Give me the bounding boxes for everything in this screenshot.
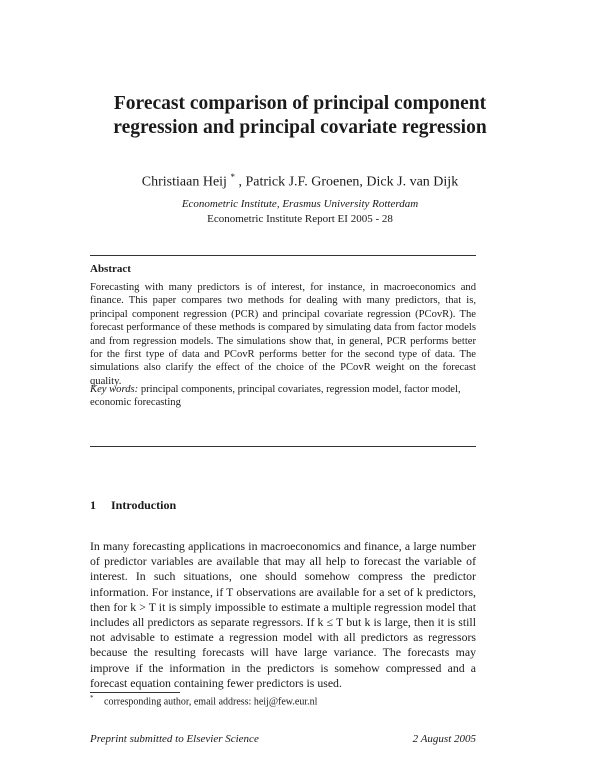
section-number: 1 xyxy=(90,498,96,512)
footer-date: 2 August 2005 xyxy=(412,733,476,745)
abstract-top-rule xyxy=(90,255,476,256)
affiliation: Econometric Institute, Erasmus University Rotterdam xyxy=(181,198,419,210)
footnote-mark: * xyxy=(230,172,235,182)
corresponding-author: Christiaan Heij xyxy=(141,174,227,190)
footnote-text: corresponding author, email address: heij@few.eur.nl xyxy=(104,696,318,708)
section-heading-introduction xyxy=(90,498,176,513)
section-title: Introduction xyxy=(111,498,177,512)
keywords-text: principal components, principal covariates, regression model, factor model, economic forecasting xyxy=(90,384,461,409)
footer-preprint-note: Preprint submitted to Elsevier Science xyxy=(90,733,259,745)
footnote-marker: * xyxy=(90,694,94,702)
abstract-bottom-rule xyxy=(90,446,476,447)
abstract-text: Forecasting with many predictors is of interest, for instance, in macroeconomics and finance. This paper compares two methods for dealing with many predictors, that is, principal component regression (PCR) and principal covariate regression (PCovR). The forecast performance of these methods is compared by simulating data from factor models and from regression models. The simulations show that, in general, PCR performs better for the first type of data and PCovR performs better for the second type of data. The simulations also clarify the effect of the choice of the PCovR weight on the forecast quality. xyxy=(90,282,476,387)
title-line-1: Forecast comparison of principal component xyxy=(113,93,487,114)
introduction-paragraph: In many forecasting applications in macroeconomics and finance, a large number of predictor variables are available that may all help to forecast the variable of interest. In such situations, one should somehow compress the predictor information. For instance, if T observations are available for a set of k predictors, then for k > T it is simply impossible to estimate a multiple regression model that includes all predictors as separate regressors. If k ≤ T but k is large, then it is still not advisable to estimate a regression model with all predictors as regressors because the resulting forecasts will have large variance. The forecasts may improve if the information in the predictors is somehow compressed and a forecast equation containing fewer predictors is used. xyxy=(90,539,476,690)
abstract-heading: Abstract xyxy=(90,263,131,275)
report-number: Econometric Institute Report EI 2005 - 28 xyxy=(207,213,393,225)
author-list xyxy=(60,172,540,191)
keywords xyxy=(90,383,476,410)
title-line-2: regression and principal covariate regression xyxy=(113,117,487,138)
keywords-label: Key words: xyxy=(90,384,139,395)
footnote-rule xyxy=(90,692,180,693)
footnote xyxy=(90,694,317,707)
co-authors: , Patrick J.F. Groenen, Dick J. van Dijk xyxy=(238,174,459,190)
paper-title xyxy=(60,92,540,140)
